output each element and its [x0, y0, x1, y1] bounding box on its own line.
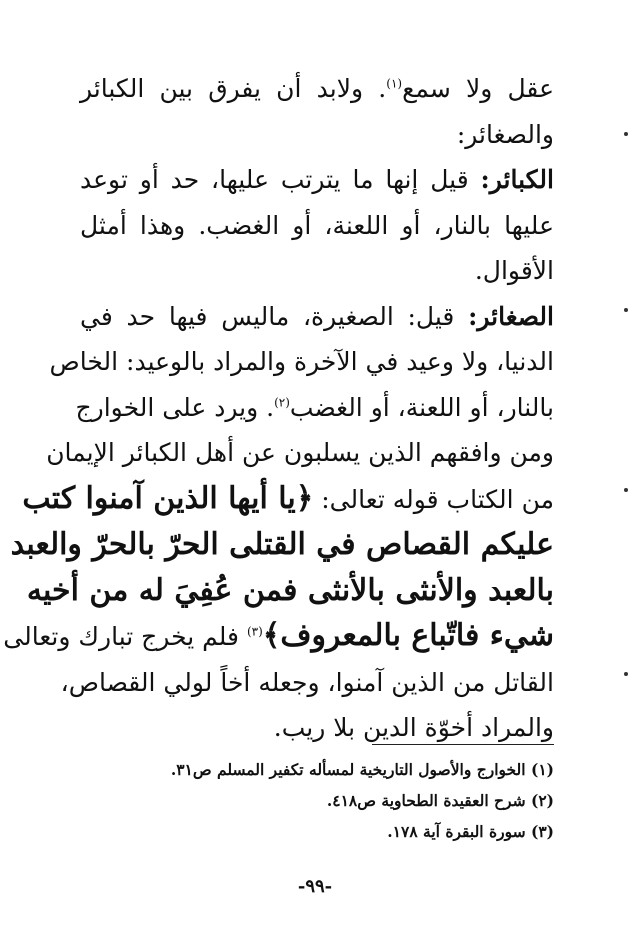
- main-text: [3, 66, 554, 751]
- quran-verse: ﴿يا أيها الذين آمنوا كتب: [22, 480, 314, 516]
- line-text: عقل ولا سمع: [402, 74, 554, 103]
- footnote-3: (٣) سورة البقرة آية ١٧٨.: [387, 822, 554, 841]
- footnote-1: (١) الخوارج والأصول التاريخية لمسأله تكفير المسلم ص٣١.: [170, 760, 554, 779]
- text-line-7: الدنيا، ولا وعيد في الآخرة والمراد بالوعيد: الخاص: [49, 347, 554, 376]
- text-line-2: والصغائر:: [456, 119, 554, 149]
- text-line-1: [80, 66, 554, 112]
- text-line-13: [3, 613, 554, 660]
- line-text: فلم يخرج تبارك وتعالى: [3, 622, 247, 651]
- scan-mark: [624, 488, 628, 492]
- line-text: . ولابد أن يفرق بين الكبائر: [80, 74, 387, 103]
- quran-verse: شيء فاتّباع بالمعروف﴾: [262, 618, 554, 653]
- term-saghair: الصغائر:: [468, 301, 554, 331]
- text-line-11: عليكم القصاص في القتلى الحرّ بالحرّ والعبد: [10, 527, 554, 562]
- text-line-12: بالعبد والأنثى بالأنثى فمن عُفِيَ له من أخيه: [26, 572, 554, 608]
- line-text: بالنار، أو اللعنة، أو الغضب: [289, 392, 554, 422]
- footnote-marker-1: (١): [386, 76, 403, 91]
- text-line-4: عليها بالنار، أو اللعنة، أو الغضب. وهذا أمثل: [80, 210, 554, 240]
- footnote-divider: [372, 744, 554, 745]
- text-line-3: [80, 157, 554, 203]
- scan-mark: [624, 308, 628, 312]
- footnote-2: (٢) شرح العقيدة الطحاوية ص٤١٨.: [326, 791, 554, 810]
- line-text: من الكتاب قوله تعالى:: [313, 484, 554, 514]
- footnote-marker-3: (٣): [246, 624, 263, 639]
- line-text: . ويرد على الخوارج: [75, 392, 275, 422]
- page-number: -٩٩-: [297, 876, 333, 897]
- footnote-marker-2: (٢): [274, 395, 290, 410]
- scan-mark: [624, 132, 628, 136]
- term-kabair: الكبائر:: [480, 165, 554, 194]
- text-line-15: والمراد أخوّة الدين بلا ريب.: [273, 713, 554, 742]
- text-line-8: [75, 385, 554, 431]
- line-text: قيل: الصغيرة، ماليس فيها حد في: [80, 301, 469, 331]
- line-text: قيل إنها ما يترتب عليها، حد أو توعد: [80, 165, 481, 194]
- footnotes: [110, 754, 554, 847]
- text-line-9: ومن وافقهم الذين يسلبون عن أهل الكبائر الإيمان: [46, 438, 554, 467]
- text-line-5: الأقوال.: [474, 256, 554, 285]
- text-line-10: [22, 476, 554, 523]
- text-line-14: القاتل من الذين آمنوا، وجعله أخاً لولي القصاص،: [60, 667, 554, 697]
- text-line-6: [80, 294, 554, 340]
- scan-mark: [624, 672, 628, 676]
